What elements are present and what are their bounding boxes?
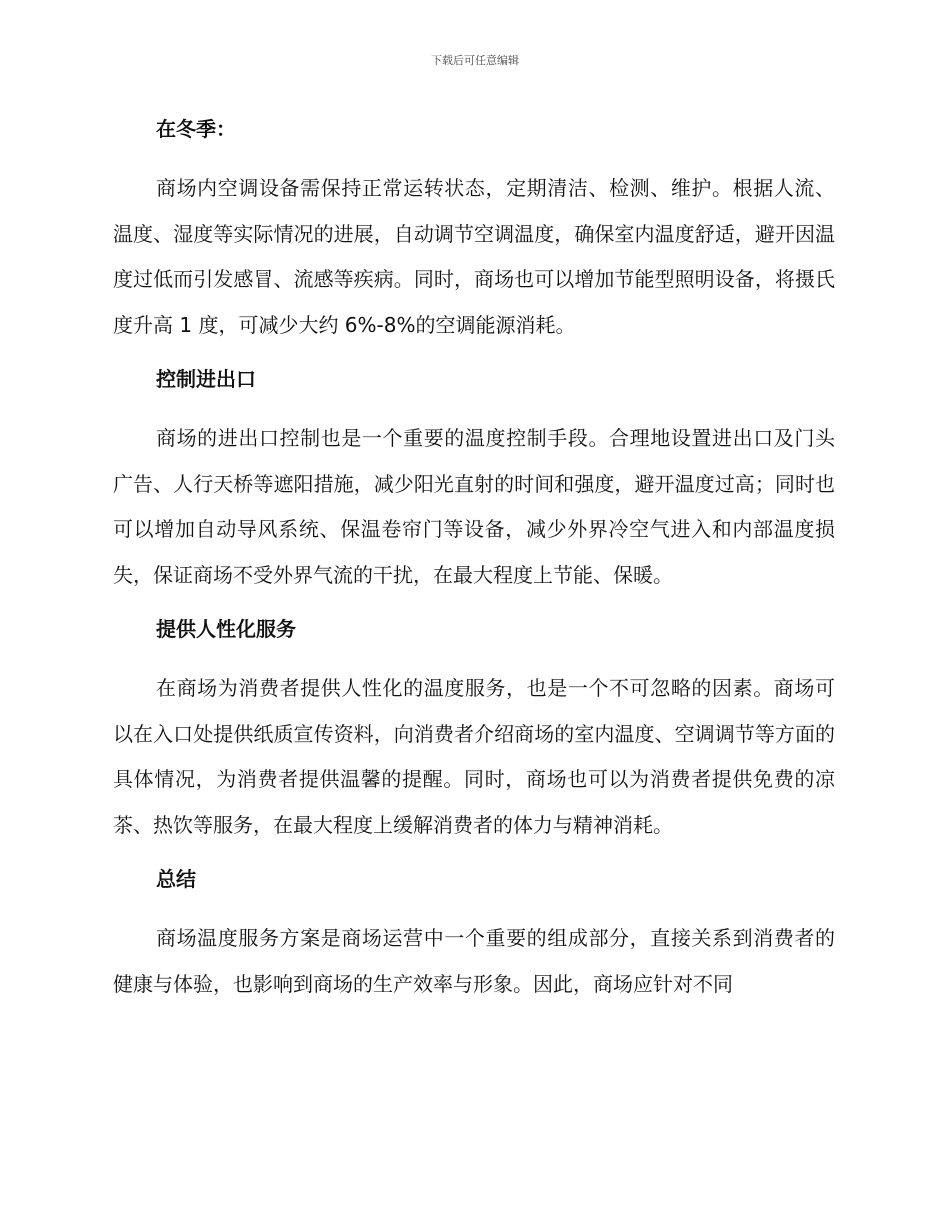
section-heading-entrance-control: 控制进出口 <box>156 367 256 391</box>
section-heading-humanized-service: 提供人性化服务 <box>156 617 296 641</box>
section-paragraph-summary: 商场温度服务方案是商场运营中一个重要的组成部分，直接关系到消费者的健康与体验，也影响到商场的生产效率与形象。因此，商场应针对不同 <box>113 926 835 996</box>
page-header: 下载后可任意编辑 <box>431 54 519 67</box>
section-paragraph-humanized-service: 在商场为消费者提供人性化的温度服务，也是一个不可忽略的因素。商场可以在入口处提供纸质宣传资料，向消费者介绍商场的室内温度、空调调节等方面的具体情况，为消费者提供温馨的提醒。同时，商场也可以为消费者提供免费的凉茶、热饮等服务，在最大程度上缓解消费者的体力与精神消耗。 <box>113 676 835 837</box>
section-paragraph-entrance-control: 商场的进出口控制也是一个重要的温度控制手段。合理地设置进出口及门头广告、人行天桥等遮阳措施，减少阳光直射的时间和强度，避开温度过高；同时也可以增加自动导风系统、保温卷帘门等设备，减少外界冷空气进入和内部温度损失，保证商场不受外界气流的干扰，在最大程度上节能、保暖。 <box>113 426 835 587</box>
document-body <box>113 111 835 1020</box>
section-paragraph-winter: 商场内空调设备需保持正常运转状态，定期清洁、检测、维护。根据人流、温度、湿度等实际情况的进展，自动调节空调温度，确保室内温度舒适，避开因温度过低而引发感冒、流感等疾病。同时，商场也可以增加节能型照明设备，将摄氏度升高 1 度，可减少大约 6%-8%的空调能源消耗。 <box>113 176 835 337</box>
section-heading-summary: 总结 <box>156 867 196 891</box>
section-heading-winter: 在冬季： <box>156 117 236 141</box>
